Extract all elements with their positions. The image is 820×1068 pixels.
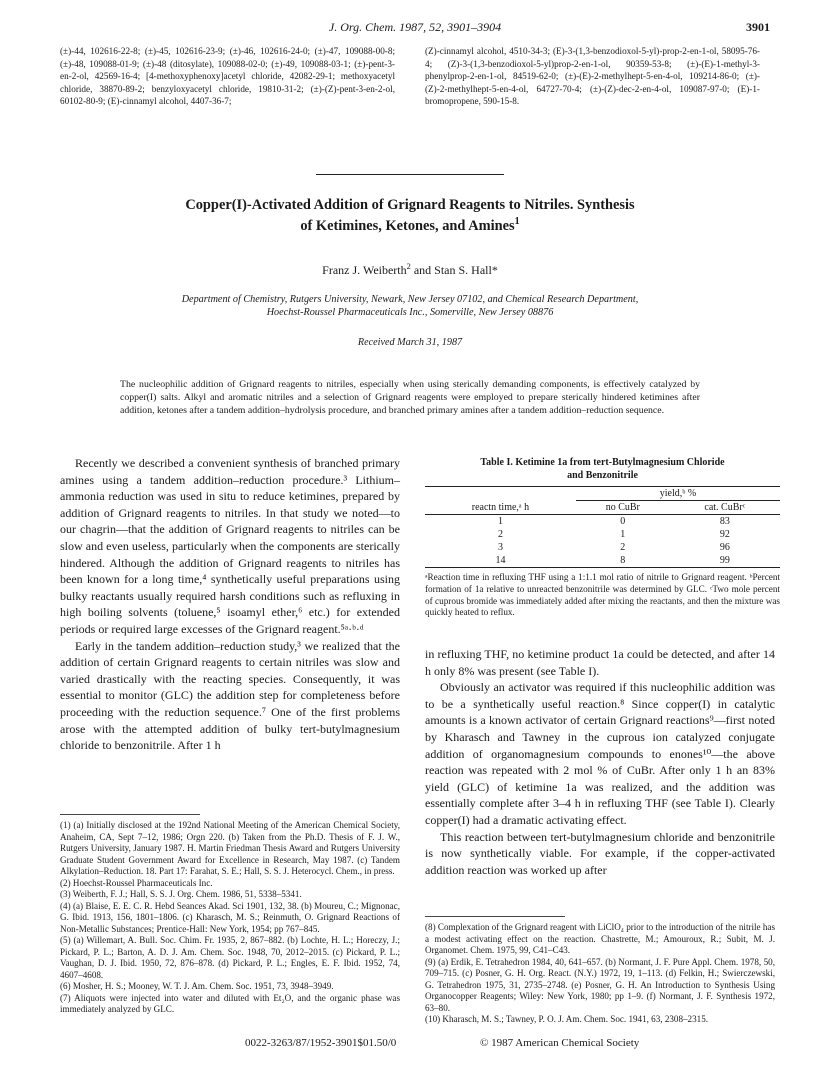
table-cell: 14	[495, 555, 506, 566]
author-footnote-mark: 2	[406, 262, 411, 271]
abstract: The nucleophilic addition of Grignard reagents to nitriles, especially when using sterically demanding components, is effectively catalyzed by copper(I) salts. Alkyl and aromatic nitriles and a selection of Grignard reagents were employed to prepare sterically hindered ketimines after addition, ketones after a tandem addition–hydrolysis procedure, and branched primary amines after a tandem addition–reduction sequence.	[120, 379, 700, 416]
table-cell: 1	[620, 529, 626, 540]
registry-numbers-right: (Z)-cinnamyl alcohol, 4510-34-3; (E)-3-(1,3-benzodioxol-5-yl)-prop-2-en-1-ol, 58095-76-4; (Z)-3-(1,3-benzodioxol-5-yl)prop-2-en-1-ol, 90359-53-8; (±)-(E)-1-methyl-3-phenylprop-2-en-1-ol, 84519-62-0; (±)-(E)-2-methylhept-5-en-4-ol, 109214-86-0; (±)-(Z)-2-methylhept-5-en-4-ol, 64727-70-4; (±)-(Z)-dec-2-en-4-ol, 109087-97-0; (E)-1-bromopropene, 590-15-8.	[425, 46, 760, 107]
table-cell: 3	[497, 542, 503, 553]
table-empty-cell	[425, 487, 576, 501]
author-2: and Stan S. Hall*	[410, 263, 498, 277]
table-title	[425, 457, 780, 482]
footnote: (4) (a) Blaise, E. E. C. R. Hebd Seances Akad. Sci 1901, 132, 38. (b) Moureu, C.; Mignonac, G. Ibid. 1913, 156, 1801–1806. (c) Kharasch, M. S.; Reinmuth, O. Grignard Reactions of Non-Metallic Substances; Prentice-Hall: New York, 1954; pp 767–845.	[60, 900, 400, 934]
section-divider	[316, 174, 504, 175]
table-cell: 8	[620, 555, 626, 566]
affiliation-line-2: Hoechst-Roussel Pharmaceuticals Inc., Somerville, New Jersey 08876	[266, 307, 554, 318]
table-cell: 83	[719, 516, 730, 527]
table-row	[425, 554, 780, 568]
body-paragraph: in refluxing THF, no ketimine product 1a could be detected, and after 14 h only 8% was present (see Table I).	[425, 647, 775, 678]
article-title	[90, 195, 730, 237]
footnote: (8) Complexation of the Grignard reagent with LiClO₄ prior to the introduction of the nitrile has a modest activating effect on the reaction. Chastrette, M.; Amouroux, R.; Subit, M. J. Organomet. Chem. 1975, 99, C41–C43.	[425, 922, 775, 955]
table-cell: 99	[719, 555, 730, 566]
table-row	[425, 528, 780, 541]
title-footnote-mark: 1	[514, 216, 520, 228]
table-group-header: yield,ᵇ %	[576, 487, 780, 501]
footnote: (1) (a) Initially disclosed at the 192nd National Meeting of the American Chemical Society, Anaheim, CA, Sept 7–12, 1986; Orgn 220. (b) Taken from the Ph.D. Thesis of F. J. W., Rutgers University, January 1987. H. Martin Friedman Thesis Award and Rutgers University Graduate Student Government Award for Excellence in Research, May 1987. (c) Tandem Alkylation–Reduction. 18. Part 17: Farahat, S. E.; Hall, S. S. J. Heterocycl. Chem., in press.	[60, 820, 400, 876]
table-col-header-time: reactn time,ᵃ h	[471, 501, 530, 513]
authors	[60, 263, 760, 278]
body-paragraph: Obviously an activator was required if this nucleophilic addition was to be a synthetically useful reaction.⁸ Since copper(I) in catalytic amounts is a known activator of certain Grignard reactions⁹—first noted by Kharasch and Tawney in the cuprous ion catalyzed conjugate addition of organomagnesium compounds to enones¹⁰—the above reaction was repeated with 2 mol % of CuBr. After only 1 h an 83% yield (GLC) of ketimine 1a was realized, and the addition was essentially complete after 3–4 h in refluxing THF (see Table I). Clearly copper(I) had a dramatic activating effect.	[425, 680, 775, 827]
table-title-line-2: and Benzonitrile	[567, 469, 638, 481]
footnote: (6) Mosher, H. S.; Mooney, W. T. J. Am. Chem. Soc. 1951, 73, 3948–3949.	[60, 981, 334, 991]
body-paragraph: This reaction between tert-butylmagnesium chloride and benzonitrile is now synthetically viable. For example, if the copper-activated addition reaction was worked up after	[425, 829, 775, 877]
footnote: (10) Kharasch, M. S.; Tawney, P. O. J. Am. Chem. Soc. 1941, 63, 2308–2315.	[425, 1014, 709, 1024]
received-date: Received March 31, 1987	[357, 337, 463, 348]
footnote: (5) (a) Willemart, A. Bull. Soc. Chim. Fr. 1935, 2, 867–882. (b) Lochte, H. L.; Horeczy, J.; Pickard, P. L.; Barton, A. D. J. Am. Chem. Soc. 1948, 70, 2012–2015. (c) Pickard, P. L.; Vaughan, D. J. Ibid. 1950, 72, 876–878. (d) Pickard, P. L.; Engles, E. F. Ibid. 1952, 74, 4607–4608.	[60, 935, 400, 980]
title-line-1: Copper(I)-Activated Addition of Grignard Reagents to Nitriles. Synthesis	[185, 197, 635, 213]
body-right-column	[425, 646, 775, 878]
copyright: © 1987 American Chemical Society	[480, 1037, 640, 1049]
footnote-divider	[60, 814, 200, 815]
footnote-divider	[425, 916, 565, 917]
journal-citation: J. Org. Chem. 1987, 52, 3901–3904	[328, 20, 502, 34]
page-header	[60, 20, 770, 40]
footnotes-left	[60, 820, 400, 1016]
table-cell: 0	[620, 516, 626, 527]
body-paragraph: Early in the tandem addition–reduction study,³ we realized that the addition of certain Grignard reagents to certain nitriles was slow and varied drastically with the reacting species. Consequently, it was essential to monitor (GLC) the addition step for completeness before proceeding with the reduction sequence.⁷ One of the first problems arose with the attempted addition of bulky tert-butylmagnesium chloride to benzonitrile. After 1 h	[60, 638, 400, 753]
affiliation	[60, 293, 760, 319]
table-title-line-1: Table I. Ketimine 1a from tert-Butylmagnesium Chloride	[480, 457, 725, 468]
table-col-header-no-cubr: no CuBr	[605, 502, 640, 513]
page-number: 3901	[746, 20, 770, 34]
footnote: (2) Hoechst-Roussel Pharmaceuticals Inc.	[60, 877, 213, 888]
table-cell: 92	[719, 529, 730, 540]
table-cell: 2	[497, 529, 503, 540]
results-table	[425, 486, 780, 568]
article-code: 0022-3263/87/1952-3901$01.50/0	[245, 1037, 397, 1049]
footnote: (9) (a) Erdik, E. Tetrahedron 1984, 40, 641–657. (b) Normant, J. F. Pure Appl. Chem. 1978, 50, 709–715. (c) Posner, G. H. Org. React. (N.Y.) 1972, 19, 1–113. (d) Felkin, H.; Swierczewski, G. Tetrahedron 1975, 31, 2735–2748. (e) Posner, G. H. An Introduction to Synthesis Using Organocopper Reagents; Wiley: New York, 1980; pp 1–9. (f) Normant, J. F. Synthesis 1972, 63–80.	[425, 956, 775, 1013]
table-cell: 96	[719, 542, 730, 553]
title-line-2-text: of Ketimines, Ketones, and Amines	[300, 218, 515, 234]
author-1: Franz J. Weiberth	[322, 263, 407, 277]
footnote: (3) Weiberth, F. J.; Hall, S. S. J. Org. Chem. 1986, 51, 5338–5341.	[60, 889, 302, 899]
body-left-column	[60, 455, 400, 754]
title-line-2	[90, 216, 730, 237]
footnote: (7) Aliquots were injected into water and diluted with Et₂O, and the organic phase was immediately analyzed by GLC.	[60, 992, 400, 1014]
table-col-header-cat-cubr: cat. CuBrᶜ	[704, 502, 746, 513]
table-row	[425, 515, 780, 529]
table-row	[425, 541, 780, 554]
table-cell: 2	[620, 542, 626, 553]
registry-numbers-left: (±)-44, 102616-22-8; (±)-45, 102616-23-9; (±)-46, 102616-24-0; (±)-47, 109088-00-8; (±)-48, 109088-01-9; (±)-48 (ditosylate), 109088-02-0; (±)-49, 109088-03-1; (±)-pent-3-en-2-ol, 42569-16-4; [4-methoxyphenoxy]acetyl chloride, 42082-29-1; methoxyacetyl chloride, 38870-89-2; benzyloxyacetyl chloride, 19810-31-2; (±)-(Z)-pent-3-en-2-ol, 60102-80-9; (E)-cinnamyl alcohol, 4407-36-7;	[60, 46, 395, 107]
affiliation-line-1: Department of Chemistry, Rutgers University, Newark, New Jersey 07102, and Chemical Research Department,	[181, 294, 639, 305]
table-footnote: ᵃReaction time in refluxing THF using a 1:1.1 mol ratio of nitrile to Grignard reagent. ᵇPercent formation of 1a relative to unreacted benzonitrile was determined by GLC. ᶜTwo mole percent of cuprous bromide was immediately added after mixing the reactants, and then the mixture was quickly heated to reflux.	[425, 572, 780, 618]
table-cell: 1	[497, 516, 503, 527]
body-paragraph: Recently we described a convenient synthesis of branched primary amines using a tandem addition–reduction procedure.³ Lithium–ammonia reduction was used in situ to reduce ketimines, prepared by addition of Grignard reagents to nitriles. In that study we noted—to our chagrin—that the addition of Grignard reagents to nitriles can be slow and even useless, particularly when the components are sterically hindered. Although the addition of Grignard reagents to nitriles has been known for a long time,⁴ synthetically useful preparations using bulky reactants usually required harsh conditions such as refluxing in high boiling solvents (toluene,⁵ isoamyl ether,⁶ etc.) for extended periods or required large excesses of the Grignard reagent.⁵ᵃ·ᵇ·ᵈ	[60, 456, 400, 636]
footnotes-right	[425, 922, 775, 1026]
